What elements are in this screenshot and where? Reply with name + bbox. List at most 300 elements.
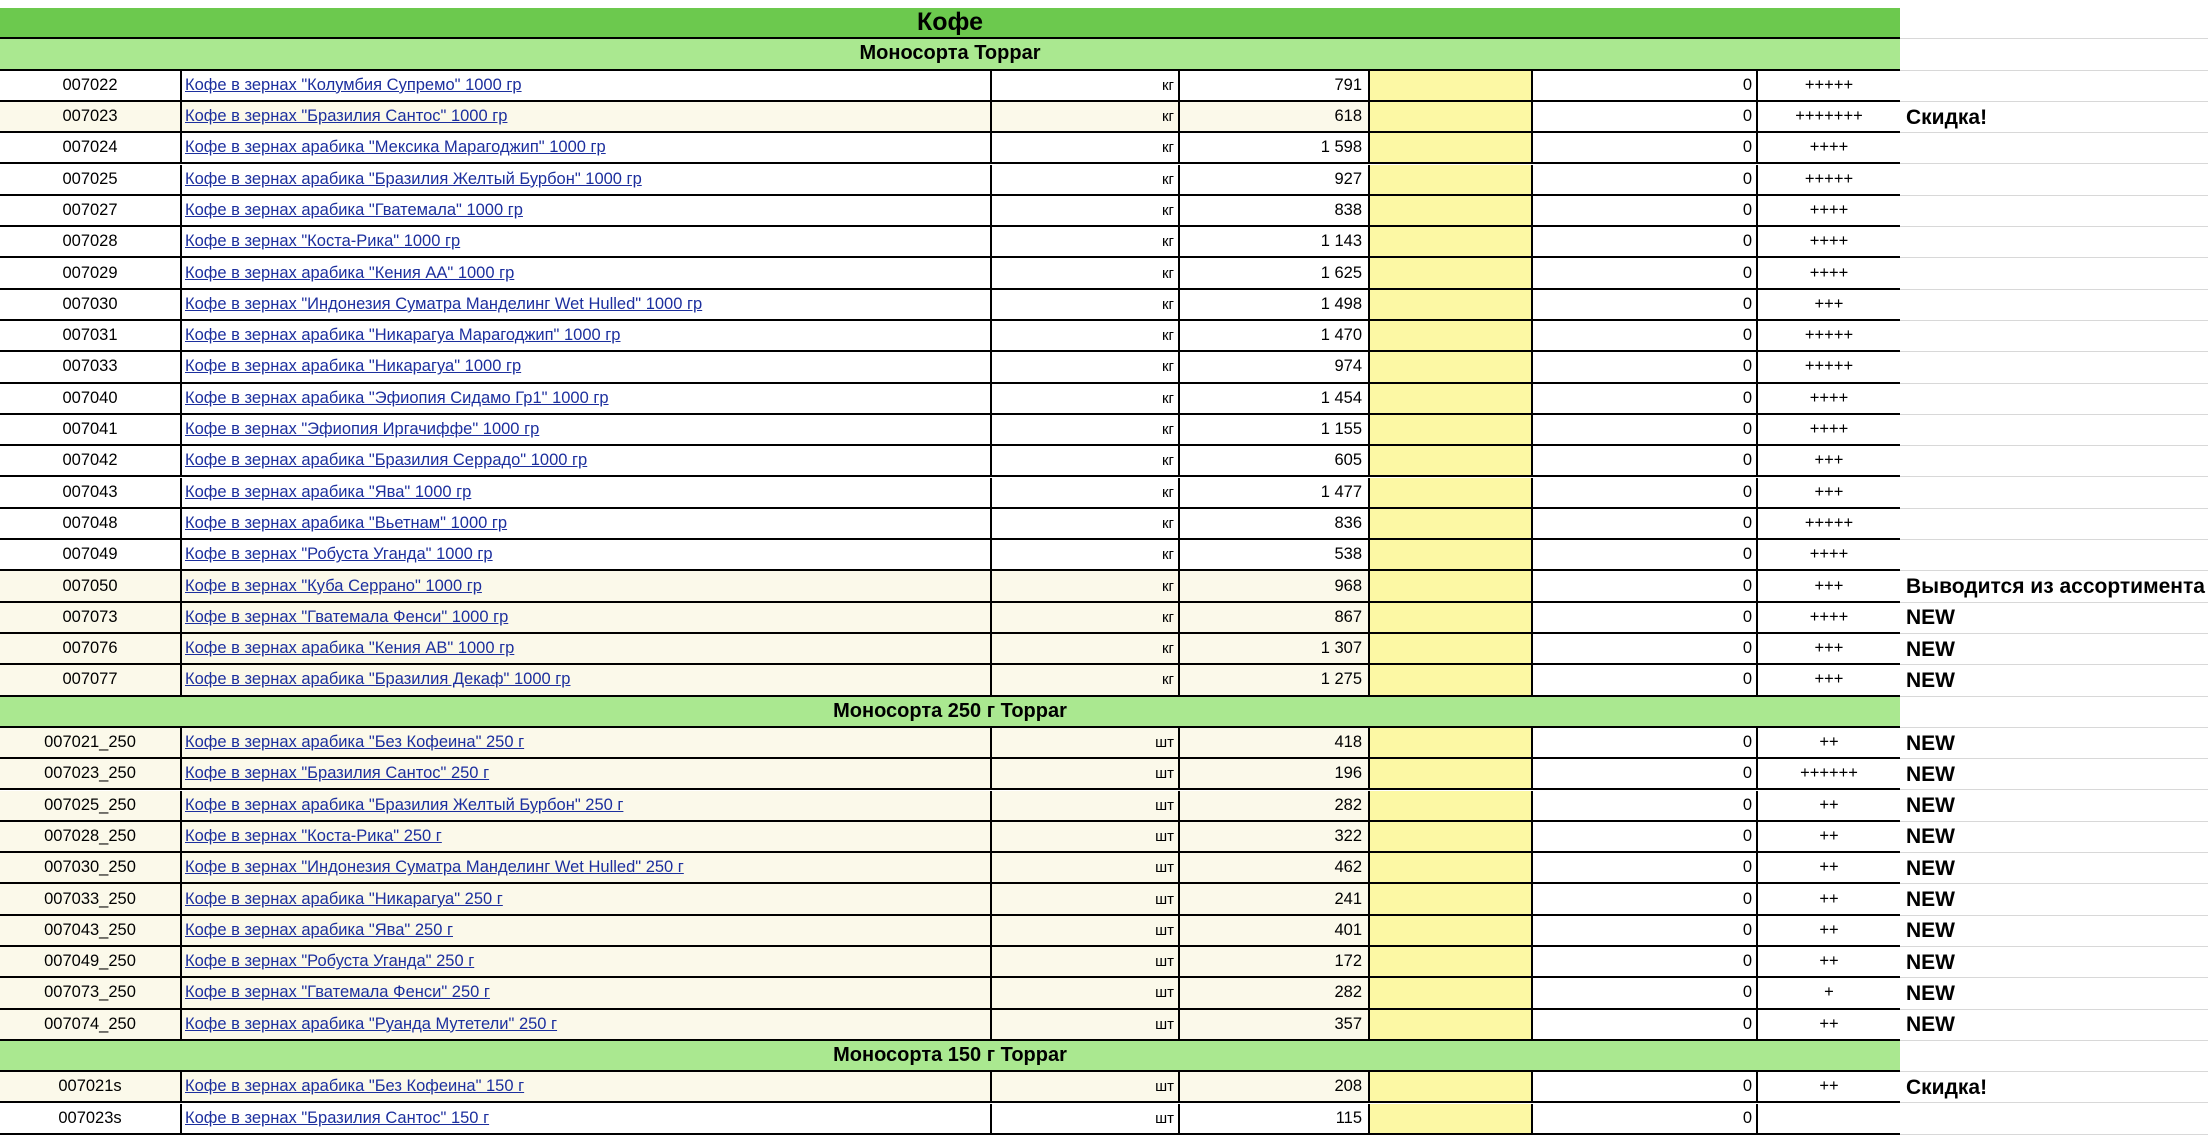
unit-cell[interactable]: шт [990,978,1178,1007]
unit-cell[interactable]: кг [990,165,1178,194]
note-cell[interactable] [1900,540,2208,571]
product-link[interactable]: Кофе в зернах арабика "Бразилия Желтый Бурбон" 1000 гр [185,169,642,188]
availability-cell[interactable]: ++ [1756,791,1900,820]
row-cells [0,133,1900,164]
availability-cell[interactable]: ++++ [1756,415,1900,444]
section-header-row [0,1041,2208,1072]
article-code-cell[interactable]: 007049 [62,545,118,564]
price-cell[interactable]: 282 [1178,978,1368,1007]
product-name-cell [180,1072,990,1101]
sum-cell[interactable]: 0 [1531,321,1756,350]
availability-cell[interactable]: +++++ [1756,509,1900,538]
sum-cell[interactable]: 0 [1531,540,1756,569]
availability-cell[interactable]: +++ [1756,571,1900,600]
note-cell[interactable] [1900,352,2208,383]
unit-cell[interactable]: кг [990,352,1178,381]
product-link[interactable]: Кофе в зернах "Робуста Уганда" 1000 гр [185,545,493,564]
price-cell[interactable]: 791 [1178,71,1368,100]
table-row [0,384,2208,415]
sum-cell[interactable]: 0 [1531,1104,1756,1133]
order-quantity-input[interactable] [1368,290,1531,319]
row-cells [0,415,1900,446]
product-name-cell [180,384,990,413]
note-cell[interactable] [1900,415,2208,446]
article-code-cell[interactable]: 007028 [62,232,118,251]
section-band [0,8,1900,39]
table-row [0,978,2208,1009]
availability-cell[interactable]: +++++ [1756,321,1900,350]
sum-cell[interactable]: 0 [1531,1010,1756,1039]
note-cell[interactable] [1900,8,2208,39]
availability-cell[interactable]: ++ [1756,1072,1900,1101]
order-quantity-input[interactable] [1368,227,1531,256]
price-cell[interactable]: 1 155 [1178,415,1368,444]
product-name-cell [180,759,990,788]
availability-cell[interactable]: ++++ [1756,133,1900,162]
price-cell[interactable]: 1 625 [1178,258,1368,287]
availability-cell[interactable]: +++ [1756,446,1900,475]
product-link[interactable]: Кофе в зернах арабика "Никарагуа Марагоджип" 1000 гр [185,326,621,345]
sum-cell[interactable]: 0 [1531,728,1756,757]
row-cells [0,384,1900,415]
order-quantity-input[interactable] [1368,634,1531,663]
unit-cell[interactable]: кг [990,634,1178,663]
price-cell[interactable]: 401 [1178,916,1368,945]
order-quantity-input[interactable] [1368,947,1531,976]
order-quantity-input[interactable] [1368,791,1531,820]
order-quantity-input[interactable] [1368,665,1531,694]
note-text: NEW [1906,606,1955,630]
row-cells [0,728,1900,759]
product-name-cell [180,509,990,538]
order-quantity-input[interactable] [1368,71,1531,100]
article-code-cell[interactable]: 007033 [62,357,118,376]
price-cell[interactable]: 1 454 [1178,384,1368,413]
note-cell[interactable] [1900,290,2208,321]
row-cells [0,290,1900,321]
price-cell[interactable]: 618 [1178,102,1368,131]
price-cell[interactable]: 1 275 [1178,665,1368,694]
product-link[interactable]: Кофе в зернах арабика "Кения АА" 1000 гр [185,263,515,282]
price-cell[interactable]: 1 598 [1178,133,1368,162]
order-quantity-input[interactable] [1368,571,1531,600]
order-quantity-input[interactable] [1368,728,1531,757]
article-code-cell[interactable]: 007024 [62,138,118,157]
order-quantity-input[interactable] [1368,916,1531,945]
price-cell[interactable]: 357 [1178,1010,1368,1039]
price-cell[interactable]: 172 [1178,947,1368,976]
availability-cell[interactable]: +++++ [1756,165,1900,194]
product-link[interactable]: Кофе в зернах арабика "Никарагуа" 1000 гр [185,357,522,376]
sum-cell[interactable]: 0 [1531,290,1756,319]
order-quantity-input[interactable] [1368,196,1531,225]
unit-cell[interactable]: кг [990,227,1178,256]
note-cell[interactable] [1900,133,2208,164]
price-cell[interactable]: 282 [1178,791,1368,820]
note-text: NEW [1906,794,1955,818]
row-cells [0,822,1900,853]
sum-cell[interactable]: 0 [1531,947,1756,976]
price-cell[interactable]: 836 [1178,509,1368,538]
unit-cell[interactable]: шт [990,822,1178,851]
table-row [0,133,2208,164]
article-code-cell[interactable]: 007076 [0,634,180,663]
article-code-cell[interactable]: 007073_250 [0,978,180,1007]
product-link[interactable]: Кофе в зернах арабика "Мексика Марагоджип" 1000 гр [185,138,606,157]
product-name-cell [180,446,990,475]
article-code-cell[interactable]: 007022 [62,75,118,94]
article-code-cell[interactable]: 007050 [0,571,180,600]
availability-cell[interactable]: ++++ [1756,258,1900,287]
product-name-cell [180,978,990,1007]
sum-cell[interactable]: 0 [1531,571,1756,600]
article-code-cell[interactable]: 007042 [62,451,118,470]
note-cell[interactable] [1900,384,2208,415]
product-link[interactable]: Кофе в зернах "Коста-Рика" 250 г [185,826,442,845]
product-link[interactable]: Кофе в зернах "Бразилия Сантос" 150 г [185,1108,490,1127]
sum-cell[interactable]: 0 [1531,133,1756,162]
article-code-cell[interactable]: 007031 [62,326,118,345]
product-name-cell [180,1010,990,1039]
category-header-row [0,8,2208,39]
row-cells [0,759,1900,790]
section-title: Моносорта Toppar [859,42,1041,65]
table-row [0,1072,2208,1103]
order-quantity-input[interactable] [1368,165,1531,194]
price-cell[interactable]: 196 [1178,759,1368,788]
product-link[interactable]: Кофе в зернах "Робуста Уганда" 250 г [185,952,475,971]
availability-cell[interactable]: +++ [1756,290,1900,319]
product-link[interactable]: Кофе в зернах арабика "Эфиопия Сидамо Гр1" 1000 гр [185,388,609,407]
availability-cell[interactable]: +++++ [1756,71,1900,100]
availability-cell[interactable]: ++++ [1756,540,1900,569]
unit-cell[interactable]: кг [990,258,1178,287]
product-link[interactable]: Кофе в зернах арабика "Руанда Мутетели" 250 г [185,1014,558,1033]
product-link[interactable]: Кофе в зернах "Индонезия Суматра Манделинг Wet Hulled" 250 г [185,858,684,877]
order-quantity-input[interactable] [1368,133,1531,162]
price-cell[interactable]: 462 [1178,853,1368,882]
article-code-cell[interactable]: 007040 [62,388,118,407]
product-link[interactable]: Кофе в зернах "Колумбия Супремо" 1000 гр [185,75,522,94]
row-cells [0,853,1900,884]
unit-cell[interactable]: кг [990,71,1178,100]
availability-cell[interactable]: +++ [1756,478,1900,507]
note-text: Выводится из ассортимента [1906,575,2205,599]
sum-cell[interactable]: 0 [1531,165,1756,194]
sum-cell[interactable]: 0 [1531,791,1756,820]
article-code-cell[interactable]: 007077 [0,665,180,694]
row-cells [0,1010,1900,1041]
order-quantity-input[interactable] [1368,321,1531,350]
product-link[interactable]: Кофе в зернах "Эфиопия Иргачиффе" 1000 гр [185,420,540,439]
unit-cell[interactable]: кг [990,571,1178,600]
product-link[interactable]: Кофе в зернах "Индонезия Суматра Манделинг Wet Hulled" 1000 гр [185,294,703,313]
price-cell[interactable]: 208 [1178,1072,1368,1101]
availability-cell[interactable]: +++ [1756,634,1900,663]
product-link[interactable]: Кофе в зернах "Гватемала Фенси" 1000 гр [185,607,509,626]
note-cell[interactable] [1900,1041,2208,1072]
sum-cell[interactable]: 0 [1531,478,1756,507]
row-cells [0,258,1900,289]
note-cell[interactable] [1900,446,2208,477]
price-cell[interactable]: 1 470 [1178,321,1368,350]
order-quantity-input[interactable] [1368,1072,1531,1101]
price-cell[interactable]: 867 [1178,603,1368,632]
unit-cell[interactable]: шт [990,1072,1178,1101]
table-row [0,728,2208,759]
table-row [0,165,2208,196]
article-code-cell[interactable]: 007023s [58,1108,122,1127]
unit-cell[interactable]: кг [990,509,1178,538]
unit-cell[interactable]: кг [990,133,1178,162]
order-quantity-input[interactable] [1368,102,1531,131]
product-link[interactable]: Кофе в зернах арабика "Кения АВ" 1000 гр [185,639,515,658]
unit-cell[interactable]: шт [990,947,1178,976]
note-text: NEW [1906,731,1955,755]
article-code-cell[interactable]: 007028_250 [0,822,180,851]
sum-cell[interactable]: 0 [1531,822,1756,851]
sum-cell[interactable]: 0 [1531,509,1756,538]
price-cell[interactable]: 927 [1178,165,1368,194]
article-code-cell[interactable]: 007049_250 [0,947,180,976]
price-cell[interactable]: 1 143 [1178,227,1368,256]
row-cells [0,978,1900,1009]
price-cell[interactable]: 838 [1178,196,1368,225]
article-code-cell[interactable]: 007021s [0,1072,180,1101]
article-code-cell[interactable]: 007025_250 [0,791,180,820]
price-cell[interactable]: 1 498 [1178,290,1368,319]
order-quantity-input[interactable] [1368,540,1531,569]
sum-cell[interactable]: 0 [1531,415,1756,444]
availability-cell[interactable]: ++++ [1756,227,1900,256]
article-code-cell[interactable]: 007027 [62,200,118,219]
product-link[interactable]: Кофе в зернах арабика "Без Кофеина" 150 г [185,1077,525,1096]
availability-cell[interactable]: ++ [1756,728,1900,757]
article-code-cell[interactable]: 007043 [62,482,118,501]
price-cell[interactable]: 605 [1178,446,1368,475]
unit-cell[interactable]: шт [990,884,1178,913]
row-cells [0,634,1900,665]
order-quantity-input[interactable] [1368,822,1531,851]
availability-cell[interactable] [1756,1104,1900,1133]
price-cell[interactable]: 418 [1178,728,1368,757]
availability-cell[interactable]: +++++++ [1756,102,1900,131]
unit-cell[interactable]: кг [990,196,1178,225]
note-cell[interactable] [1900,227,2208,258]
unit-cell[interactable]: шт [990,728,1178,757]
sum-cell[interactable]: 0 [1531,227,1756,256]
note-text: NEW [1906,888,1955,912]
table-row [0,352,2208,383]
unit-cell[interactable]: шт [990,1010,1178,1039]
order-quantity-input[interactable] [1368,352,1531,381]
product-link[interactable]: Кофе в зернах арабика "Бразилия Серрадо" 1000 гр [185,451,588,470]
table-row [0,759,2208,790]
price-cell[interactable]: 1 307 [1178,634,1368,663]
note-cell[interactable] [1900,509,2208,540]
article-code-cell[interactable]: 007023_250 [0,759,180,788]
price-cell[interactable]: 322 [1178,822,1368,851]
table-row [0,321,2208,352]
unit-cell[interactable]: кг [990,665,1178,694]
table-row [0,791,2208,822]
product-link[interactable]: Кофе в зернах "Гватемала Фенси" 250 г [185,983,490,1002]
availability-cell[interactable]: ++ [1756,822,1900,851]
note-cell[interactable] [1900,39,2208,70]
row-cells [0,916,1900,947]
article-code-cell[interactable]: 007029 [62,263,118,282]
row-cells [0,540,1900,571]
note-cell[interactable] [1900,258,2208,289]
table-row [0,1104,2208,1135]
price-cell[interactable]: 968 [1178,571,1368,600]
row-cells [0,509,1900,540]
order-quantity-input[interactable] [1368,509,1531,538]
unit-cell[interactable]: шт [990,791,1178,820]
sum-cell[interactable]: 0 [1531,71,1756,100]
availability-cell[interactable]: ++ [1756,947,1900,976]
section-band [0,39,1900,70]
sum-cell[interactable]: 0 [1531,603,1756,632]
order-quantity-input[interactable] [1368,978,1531,1007]
unit-cell[interactable]: кг [990,603,1178,632]
sum-cell[interactable]: 0 [1531,258,1756,287]
sum-cell[interactable]: 0 [1531,102,1756,131]
sum-cell[interactable]: 0 [1531,634,1756,663]
article-code-cell[interactable]: 007033_250 [0,884,180,913]
table-row [0,884,2208,915]
availability-cell[interactable]: ++++++ [1756,759,1900,788]
order-quantity-input[interactable] [1368,759,1531,788]
table-row [0,665,2208,696]
note-text: NEW [1906,825,1955,849]
product-link[interactable]: Кофе в зернах арабика "Никарагуа" 250 г [185,889,503,908]
order-quantity-input[interactable] [1368,853,1531,882]
order-quantity-input[interactable] [1368,603,1531,632]
article-code-cell[interactable]: 007043_250 [0,916,180,945]
article-code-cell[interactable]: 007048 [62,513,118,532]
article-code-cell[interactable]: 007030 [62,294,118,313]
order-quantity-input[interactable] [1368,384,1531,413]
sum-cell[interactable]: 0 [1531,1072,1756,1101]
unit-cell[interactable]: кг [990,478,1178,507]
order-quantity-input[interactable] [1368,258,1531,287]
sum-cell[interactable]: 0 [1531,916,1756,945]
price-cell[interactable]: 241 [1178,884,1368,913]
product-name-cell [180,165,990,194]
availability-cell[interactable]: +++ [1756,665,1900,694]
unit-cell[interactable]: шт [990,853,1178,882]
order-quantity-input[interactable] [1368,415,1531,444]
sum-cell[interactable]: 0 [1531,884,1756,913]
order-quantity-input[interactable] [1368,478,1531,507]
unit-cell[interactable]: шт [990,759,1178,788]
article-code-cell[interactable]: 007073 [0,603,180,632]
note-text: NEW [1906,668,1955,692]
sum-cell[interactable]: 0 [1531,978,1756,1007]
price-cell[interactable]: 115 [1178,1104,1368,1133]
sum-cell[interactable]: 0 [1531,665,1756,694]
price-cell[interactable]: 974 [1178,352,1368,381]
sum-cell[interactable]: 0 [1531,759,1756,788]
article-code-cell[interactable]: 007030_250 [0,853,180,882]
product-name-cell [180,853,990,882]
product-link[interactable]: Кофе в зернах "Коста-Рика" 1000 гр [185,232,461,251]
note-cell[interactable] [1900,697,2208,728]
unit-cell[interactable]: шт [990,916,1178,945]
product-link[interactable]: Кофе в зернах арабика "Бразилия Желтый Бурбон" 250 г [185,795,624,814]
note-cell[interactable] [1900,321,2208,352]
sum-cell[interactable]: 0 [1531,853,1756,882]
unit-cell[interactable]: кг [990,290,1178,319]
note-text: NEW [1906,981,1955,1005]
note-cell[interactable] [1900,196,2208,227]
unit-cell[interactable]: шт [990,1104,1178,1133]
product-link[interactable]: Кофе в зернах арабика "Вьетнам" 1000 гр [185,513,508,532]
availability-cell[interactable]: ++ [1756,853,1900,882]
article-code-cell[interactable]: 007025 [62,169,118,188]
availability-cell[interactable]: ++++ [1756,196,1900,225]
note-cell[interactable] [1900,478,2208,509]
product-link[interactable]: Кофе в зернах арабика "Гватемала" 1000 гр [185,200,523,219]
article-code-cell[interactable]: 007023 [0,102,180,131]
product-link[interactable]: Кофе в зернах "Бразилия Сантос" 1000 гр [185,107,508,126]
availability-cell[interactable]: ++++ [1756,603,1900,632]
product-link[interactable]: Кофе в зернах арабика "Ява" 250 г [185,920,453,939]
table-row [0,634,2208,665]
product-name-cell [180,258,990,287]
product-name-cell [180,102,990,131]
availability-cell[interactable]: + [1756,978,1900,1007]
product-link[interactable]: Кофе в зернах "Бразилия Сантос" 250 г [185,764,490,783]
sum-cell[interactable]: 0 [1531,446,1756,475]
article-code-cell[interactable]: 007041 [62,420,118,439]
order-quantity-input[interactable] [1368,1104,1531,1133]
sum-cell[interactable]: 0 [1531,196,1756,225]
unit-cell[interactable]: кг [990,446,1178,475]
order-quantity-input[interactable] [1368,446,1531,475]
note-cell[interactable] [1900,71,2208,102]
article-code-cell[interactable]: 007074_250 [0,1010,180,1039]
article-code-cell[interactable]: 007021_250 [0,728,180,757]
product-name-cell [180,603,990,632]
unit-cell[interactable]: кг [990,540,1178,569]
note-cell[interactable] [1900,1104,2208,1135]
unit-cell[interactable]: кг [990,321,1178,350]
availability-cell[interactable]: ++++ [1756,384,1900,413]
unit-cell[interactable]: кг [990,384,1178,413]
note-cell[interactable] [1900,165,2208,196]
product-link[interactable]: Кофе в зернах арабика "Без Кофеина" 250 г [185,733,525,752]
sum-cell[interactable]: 0 [1531,352,1756,381]
product-link[interactable]: Кофе в зернах "Куба Серрано" 1000 гр [185,576,482,595]
availability-cell[interactable]: ++ [1756,884,1900,913]
price-cell[interactable]: 1 477 [1178,478,1368,507]
order-quantity-input[interactable] [1368,1010,1531,1039]
unit-cell[interactable]: кг [990,102,1178,131]
availability-cell[interactable]: +++++ [1756,352,1900,381]
availability-cell[interactable]: ++ [1756,1010,1900,1039]
unit-cell[interactable]: кг [990,415,1178,444]
sum-cell[interactable]: 0 [1531,384,1756,413]
row-cells [0,665,1900,696]
order-quantity-input[interactable] [1368,884,1531,913]
product-link[interactable]: Кофе в зернах арабика "Бразилия Декаф" 1000 гр [185,670,571,689]
availability-cell[interactable]: ++ [1756,916,1900,945]
product-link[interactable]: Кофе в зернах арабика "Ява" 1000 гр [185,482,472,501]
product-name-cell [180,1104,990,1133]
price-cell[interactable]: 538 [1178,540,1368,569]
